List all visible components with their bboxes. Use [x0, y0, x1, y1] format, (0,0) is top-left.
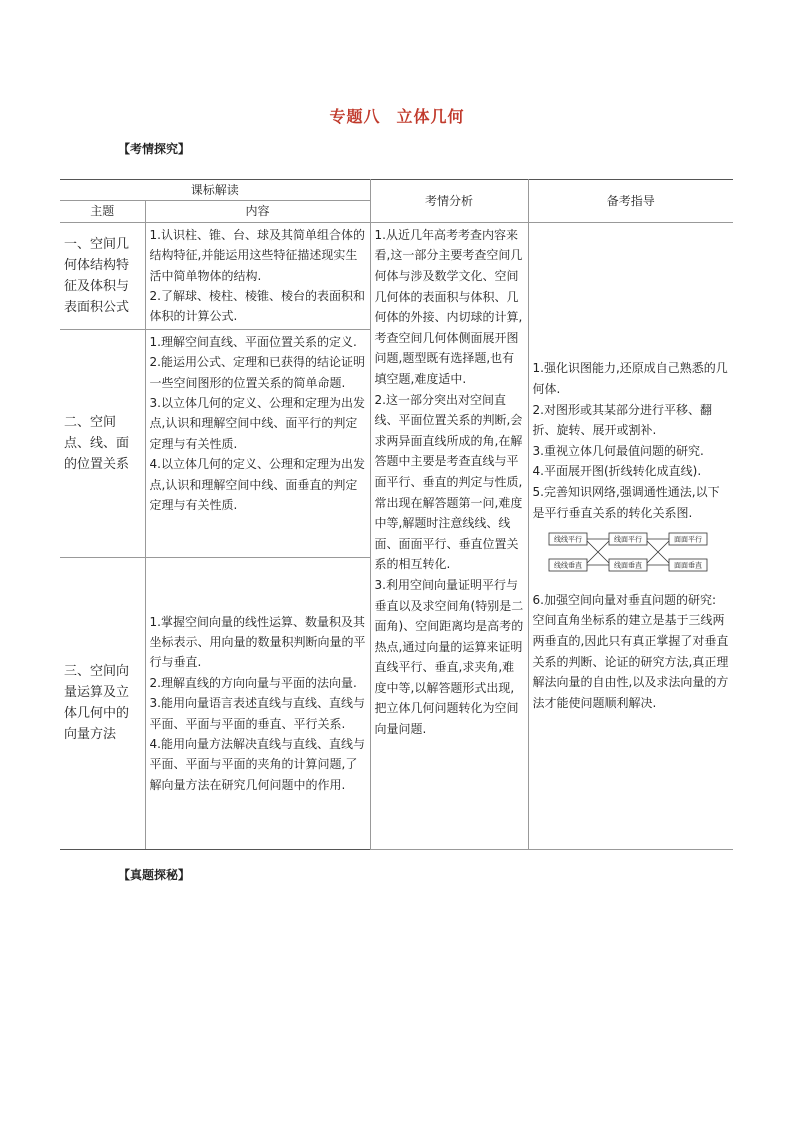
row3-topic: 三、空间向量运算及立体几何中的向量方法 [60, 557, 145, 849]
row3-item: 1.掌握空间向量的线性运算、数量积及其坐标表示、用向量的数量积判断向量的平行与垂直. [149, 614, 366, 670]
relation-diagram [547, 531, 709, 575]
diagram-ll-parallel: 线线平行 [553, 535, 582, 544]
header-analysis: 考情分析 [370, 180, 528, 223]
row1-topic: 一、空间几何体结构特征及体积与表面积公式 [60, 222, 145, 329]
row3-content [145, 557, 370, 849]
analysis-cell [370, 222, 528, 849]
row2-item: 4.以立体几何的定义、公理和定理为出发点,认识和理解空间中线、面垂直的判定定理与有关性质. [149, 457, 365, 513]
diagram-ll-perp: 线线垂直 [553, 561, 582, 570]
row3-item: 4.能用向量方法解决直线与直线、直线与平面、平面与平面的夹角的计算问题,了解向量方法在研究几何问题中的作用. [149, 736, 365, 792]
row2-item: 2.能运用公式、定理和已获得的结论证明一些空间图形的位置关系的简单命题. [149, 355, 365, 390]
analysis-item: 1.从近几年高考考查内容来看,这一部分主要考查空间几何体与涉及数学文化、空间几何体的表面积与体积、几何体的外接、内切球的计算,考查空间几何体侧面展开图问题,题型既有选择题,也有填空题,难度适中. [374, 227, 523, 386]
section-kaoqing: 【考情探究】 [118, 142, 191, 156]
row1-content [145, 222, 370, 329]
guide-item: 5.完善知识网络,强调通性通法,以下是平行垂直关系的转化关系图. [532, 484, 720, 520]
analysis-table [60, 179, 733, 850]
guide-item: 4.平面展开图(折线转化成直线). [532, 464, 702, 479]
header-topic: 主题 [60, 201, 145, 222]
row2-item: 1.理解空间直线、平面位置关系的定义. [149, 334, 357, 349]
diagram-pp-parallel: 面面平行 [673, 535, 702, 544]
row2-item: 3.以立体几何的定义、公理和定理为出发点,认识和理解空间中线、面平行的判定定理与有关性质. [149, 396, 365, 451]
diagram-lp-perp: 线面垂直 [613, 561, 642, 570]
title-part2: 立体几何 [396, 107, 465, 126]
row2-content [145, 329, 370, 557]
guide-item: 3.重视立体几何最值问题的研究. [532, 443, 704, 458]
row1-item: 1.认识柱、锥、台、球及其简单组合体的结构特征,并能运用这些特征描述现实生活中简单物体的结构. [149, 227, 365, 283]
analysis-item: 2.这一部分突出对空间直线、平面位置关系的判断,会求两异面直线所成的角,在解答题中主要是考查直线与平面平行、垂直的判定与性质,常出现在解答题第一问,难度中等,解题时注意线线、线面、面面平行、垂直位置关系的相互转化. [374, 392, 523, 572]
guide-item: 2.对图形或其某部分进行平移、翻折、旋转、展开或割补. [532, 402, 712, 438]
header-kebiao: 课标解读 [60, 180, 370, 201]
guide-item: 1.强化识图能力,还原成自己熟悉的几何体. [532, 361, 728, 396]
row3-item: 2.理解直线的方向向量与平面的法向量. [149, 675, 357, 690]
guide-cell [528, 222, 733, 849]
row3-item: 3.能用向量语言表述直线与直线、直线与平面、平面与平面的垂直、平行关系. [149, 696, 365, 731]
row1-item: 2.了解球、棱柱、棱锥、棱台的表面积和体积的计算公式. [149, 289, 365, 324]
page-title [0, 104, 794, 127]
diagram-lp-parallel: 线面平行 [613, 535, 642, 544]
analysis-item: 3.利用空间向量证明平行与垂直以及求空间角(特别是二面角)、空间距离均是高考的热点,通过向量的运算来证明直线平行、垂直,求夹角,难度中等,以解答题形式出现,把立体几何问题转化为空间向量问题. [374, 577, 524, 737]
header-guide: 备考指导 [528, 180, 733, 223]
guide-item: 空间直角坐标系的建立是基于三线两两垂直的,因此只有真正掌握了对垂直关系的判断、论证的研究方法,真正理解法向量的自由性,以及求法向量的方法才能使问题顺利解决. [532, 613, 729, 710]
header-content: 内容 [145, 201, 370, 222]
diagram-pp-perp: 面面垂直 [673, 561, 702, 570]
guide-item: 6.加强空间向量对垂直问题的研究: [532, 592, 717, 607]
title-part1: 专题八 [329, 107, 381, 126]
row2-topic: 二、空间点、线、面的位置关系 [60, 329, 145, 557]
section-zhenti: 【真题探秘】 [118, 868, 191, 882]
